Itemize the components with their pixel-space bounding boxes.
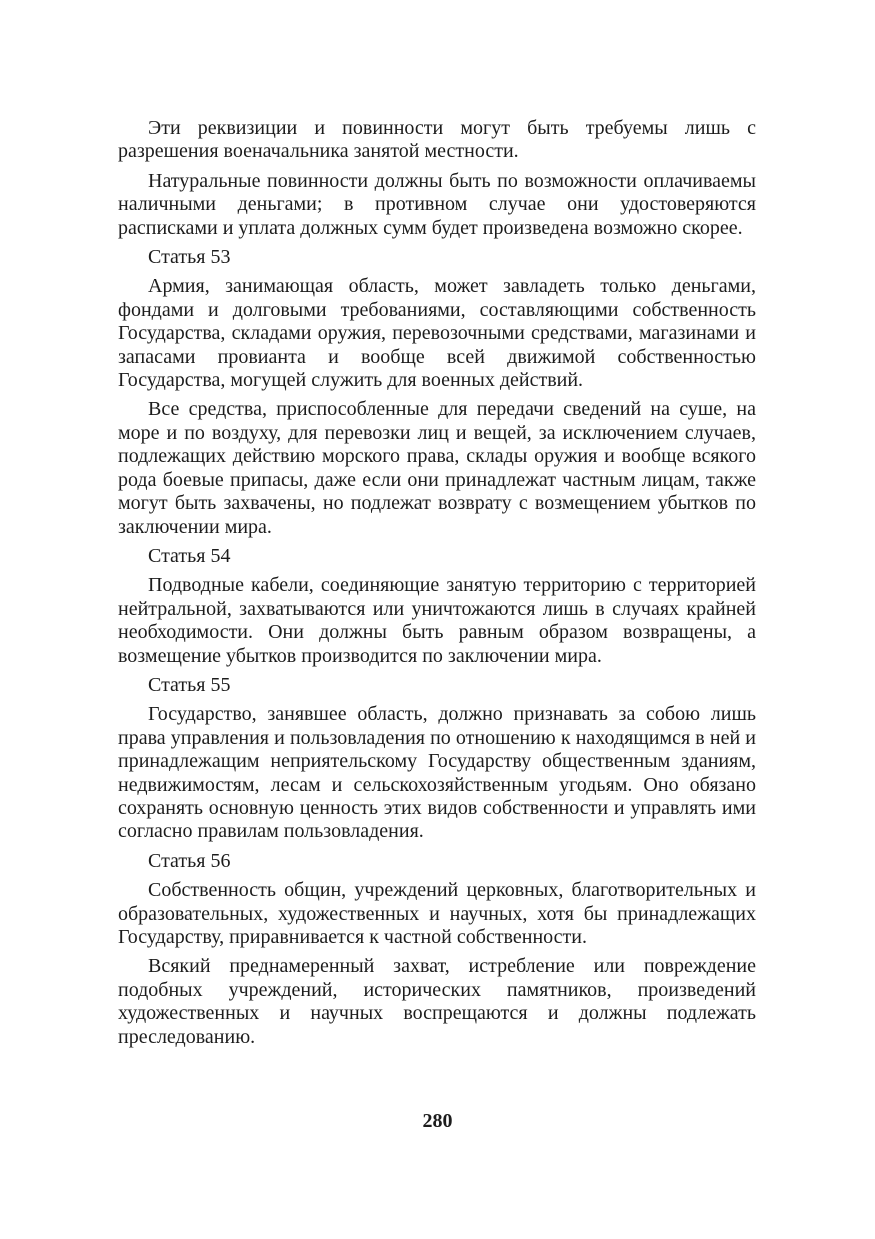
article-heading-55: Статья 55 [148,673,231,696]
paragraph-article-56-property: Собственность общин, учреждений церковных, благотворительных и образовательных, художественных и научных, хотя бы принадлежащих Государству, приравнивается к частной собственности. [118,879,756,948]
paragraph-article-56-seizure: Всякий преднамеренный захват, истребление или повреждение подобных учреждений, исторических памятников, произведений художественных и научных воспрещаются и должны подлежать преследованию. [118,955,756,1048]
article-heading-56: Статья 56 [148,849,231,872]
page-number: 280 [422,1110,453,1132]
paragraph-article-53-means: Все средства, приспособленные для передачи сведений на суше, на море и по воздуху, для перевозки лиц и вещей, за исключением случаев, подлежащих действию морского права, склады оружия и вообще всякого рода боевые припасы, даже если они принадлежат частным лицам, также могут быть захвачены, но подлежат возврату с возмещением убытков по заключении мира. [118,398,756,538]
article-heading-54: Статья 54 [148,544,231,567]
paragraph-natural-duties: Натуральные повинности должны быть по возможности оплачиваемы наличными деньгами; в противном случае они удостоверяются расписками и уплата должных сумм будет произведена возможно скорее. [118,169,756,239]
body-text [118,117,756,1055]
article-heading-53: Статья 53 [148,246,231,269]
paragraph-article-54-cables: Подводные кабели, соединяющие занятую территорию с территорией нейтральной, захватываются или уничтожаются лишь в случаях крайней необходимости. Они должны быть равным образом возвращены, а возмещение убытков производится по заключении мира. [118,574,756,667]
paragraph-article-53-army: Армия, занимающая область, может завладеть только деньгами, фондами и долговыми требованиями, составляющими собственность Государства, складами оружия, перевозочными средствами, магазинами и запасами провианта и вообще всей движимой собственностью Государства, могущей служить для военных действий. [118,275,756,392]
paragraph-article-55-state: Государство, занявшее область, должно признавать за собою лишь права управления и пользовладения по отношению к находящимся в ней и принадлежащим неприятельскому Государству общественным зданиям, недвижимостям, лесам и сельскохозяйственным угодьям. Оно обязано сохранять основную ценность этих видов собственности и управлять ими согласно правилам пользовладения. [118,703,756,843]
paragraph-requisitions: Эти реквизиции и повинности могут быть требуемы лишь с разрешения военачальника занятой местности. [118,117,756,163]
